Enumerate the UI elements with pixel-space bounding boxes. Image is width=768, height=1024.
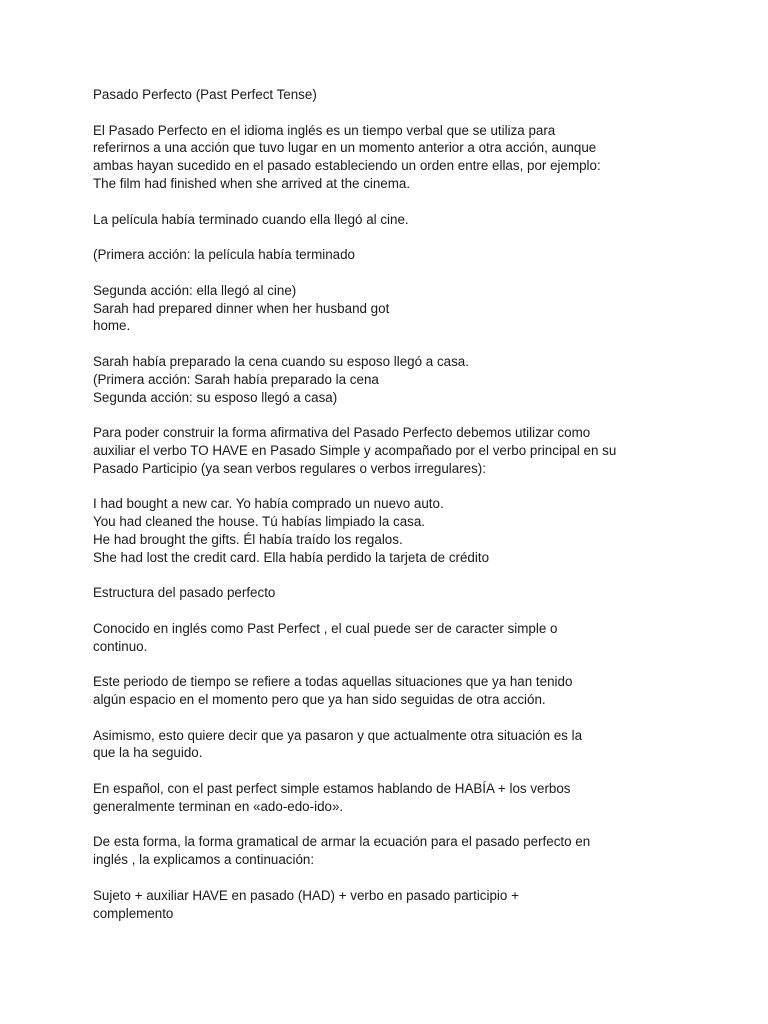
likewise-paragraph: Asimismo, esto quiere decir que ya pasaron y que actualmente otra situación es la que la ha seguido.: [93, 727, 583, 761]
affirmative-form-paragraph: Para poder construir la forma afirmativa del Pasado Perfecto debemos utilizar como auxiliar el verbo TO HAVE en Pasado Simple y acompañado por el verbo principal en su Pasado Participio (ya sean verbos regulares o verbos irregulares):: [93, 425, 617, 476]
grammar-form-paragraph: De esta forma, la forma gramatical de armar la ecuación para el pasado perfecto en inglés , la explicamos a continuación:: [93, 834, 591, 868]
second-action-example: Segunda acción: ella llegó al cine) Sarah had prepared dinner when her husband got home.: [93, 282, 390, 334]
example-translation: La película había terminado cuando ella llegó al cine.: [93, 211, 409, 227]
formula-paragraph: Sujeto + auxiliar HAVE en pasado (HAD) + verbo en pasado participio + complemento: [93, 887, 519, 921]
known-as-paragraph: Conocido en inglés como Past Perfect , el cual puede ser de caracter simple o continuo.: [93, 620, 558, 654]
first-action-note: (Primera acción: la película había terminado: [93, 247, 355, 263]
sarah-example: Sarah había preparado la cena cuando su esposo llegó a casa. (Primera acción: Sarah había preparado la cena Segunda acción: su esposo llegó a casa): [93, 353, 469, 405]
document-page: [93, 86, 693, 940]
intro-paragraph: El Pasado Perfecto en el idioma inglés es un tiempo verbal que se utiliza para referirnos a una acción que tuvo lugar en un momento anterior a otra acción, aunque ambas hayan sucedido en el pasado estableciendo un orden entre ellas, por ejemplo: The film had finished when she arrived at the cinema.: [93, 122, 601, 191]
document-title: Pasado Perfecto (Past Perfect Tense): [93, 87, 317, 102]
examples-list: I had bought a new car. Yo había comprado un nuevo auto. You had cleaned the house. Tú habías limpiado la casa. He had brought the gifts. Él había traído los regalos. She had lost the credit card. Ella había perdido la tarjeta de crédito: [93, 496, 490, 565]
spanish-paragraph: En español, con el past perfect simple estamos hablando de HABÍA + los verbos generalmente terminan en «ado-edo-ido».: [93, 781, 571, 814]
period-paragraph: Este periodo de tiempo se refiere a todas aquellas situaciones que ya han tenido algún espacio en el momento pero que ya han sido seguidas de otra acción.: [93, 674, 573, 708]
structure-heading: Estructura del pasado perfecto: [93, 585, 276, 601]
